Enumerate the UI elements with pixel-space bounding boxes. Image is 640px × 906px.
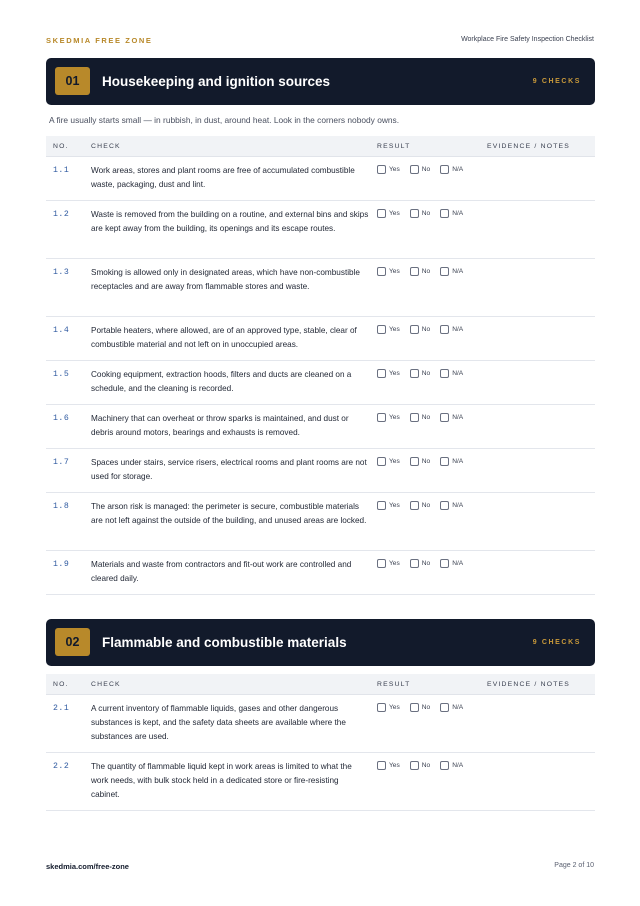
- check-number: 1.1: [53, 166, 70, 175]
- brand-name: SKEDMIA FREE ZONE: [46, 36, 153, 45]
- evidence-notes-field[interactable]: [487, 161, 591, 196]
- checklist-row: [46, 361, 595, 405]
- checkbox-no[interactable]: [410, 559, 419, 568]
- evidence-notes-field[interactable]: [487, 555, 591, 590]
- option-label-yes: Yes: [389, 414, 400, 421]
- option-label-no: No: [421, 560, 431, 567]
- option-label-yes: Yes: [389, 268, 400, 275]
- checkbox-na[interactable]: [440, 165, 449, 174]
- option-label-yes: Yes: [389, 762, 400, 769]
- check-description: Spaces under stairs, service risers, electrical rooms and plant rooms are not used for storage.: [91, 458, 367, 482]
- column-header-no: NO.: [53, 143, 69, 150]
- option-label-na: N/A: [452, 704, 464, 711]
- section-intro: A fire usually starts small — in rubbish, in dust, around heat. Look in the corners nobody owns.: [49, 115, 400, 125]
- checklist-row: [46, 157, 595, 201]
- checklist-row: [46, 449, 595, 493]
- checkbox-na[interactable]: [440, 267, 449, 276]
- option-label-na: N/A: [452, 210, 464, 217]
- checkbox-na[interactable]: [440, 501, 449, 510]
- result-option-na[interactable]: [440, 761, 463, 770]
- option-label-yes: Yes: [389, 704, 400, 711]
- option-label-yes: Yes: [389, 210, 400, 217]
- result-option-no[interactable]: [410, 209, 430, 218]
- checkbox-no[interactable]: [410, 369, 419, 378]
- result-option-yes[interactable]: [377, 501, 400, 510]
- option-label-na: N/A: [452, 762, 464, 769]
- checkbox-na[interactable]: [440, 703, 449, 712]
- evidence-notes-field[interactable]: [487, 365, 591, 400]
- check-number: 1.6: [53, 414, 70, 423]
- result-option-yes[interactable]: [377, 703, 400, 712]
- result-option-na[interactable]: [440, 325, 463, 334]
- checkbox-no[interactable]: [410, 413, 419, 422]
- check-description: Materials and waste from contractors and fit-out work are controlled and cleared daily.: [91, 560, 352, 584]
- result-option-no[interactable]: [410, 325, 430, 334]
- checkbox-na[interactable]: [440, 413, 449, 422]
- result-option-yes[interactable]: [377, 761, 400, 770]
- checklist-row: [46, 405, 595, 449]
- result-option-no[interactable]: [410, 703, 430, 712]
- checkbox-na[interactable]: [440, 457, 449, 466]
- result-option-yes[interactable]: [377, 413, 400, 422]
- column-header-check: CHECK: [91, 143, 121, 150]
- checkbox-yes[interactable]: [377, 457, 386, 466]
- column-header-no: NO.: [53, 681, 69, 688]
- column-header-check: CHECK: [91, 681, 121, 688]
- checkbox-yes[interactable]: [377, 267, 386, 276]
- option-label-no: No: [421, 268, 431, 275]
- option-label-no: No: [421, 370, 431, 377]
- page-header: [46, 36, 594, 48]
- checklist-row: [46, 317, 595, 361]
- section-number: 02: [55, 628, 90, 656]
- result-option-no[interactable]: [410, 267, 430, 276]
- check-description: A current inventory of flammable liquids, gases and other dangerous substances is kept, and the safety data sheets are available where the substances are used.: [91, 704, 346, 742]
- section-title: Flammable and combustible materials: [102, 635, 347, 650]
- result-option-na[interactable]: [440, 501, 463, 510]
- check-number: 1.8: [53, 502, 70, 511]
- result-option-na[interactable]: [440, 559, 463, 568]
- result-option-no[interactable]: [410, 761, 430, 770]
- result-option-na[interactable]: [440, 369, 463, 378]
- column-header-result: RESULT: [377, 681, 411, 688]
- result-options: [377, 559, 473, 568]
- check-description: Machinery that can overheat or throw sparks is maintained, and dust or debris around motors, bearings and exhausts is removed.: [91, 414, 349, 438]
- check-number: 1.5: [53, 370, 70, 379]
- option-label-na: N/A: [452, 458, 464, 465]
- document-title: Workplace Fire Safety Inspection Checklist: [461, 36, 594, 43]
- result-options: [377, 413, 473, 422]
- result-options: [377, 267, 473, 276]
- option-label-no: No: [421, 166, 431, 173]
- option-label-yes: Yes: [389, 560, 400, 567]
- option-label-no: No: [421, 210, 431, 217]
- result-option-yes[interactable]: [377, 457, 400, 466]
- page-number: Page 2 of 10: [554, 862, 594, 869]
- option-label-no: No: [421, 704, 431, 711]
- result-option-yes[interactable]: [377, 325, 400, 334]
- checkbox-no[interactable]: [410, 325, 419, 334]
- option-label-yes: Yes: [389, 502, 400, 509]
- checkbox-no[interactable]: [410, 703, 419, 712]
- table-header: [46, 136, 595, 157]
- result-option-no[interactable]: [410, 501, 430, 510]
- checkbox-no[interactable]: [410, 457, 419, 466]
- option-label-yes: Yes: [389, 326, 400, 333]
- result-options: [377, 369, 473, 378]
- checklist-row: [46, 201, 595, 259]
- result-option-na[interactable]: [440, 457, 463, 466]
- result-options: [377, 761, 473, 770]
- column-header-result: RESULT: [377, 143, 411, 150]
- option-label-na: N/A: [452, 370, 464, 377]
- check-description: Cooking equipment, extraction hoods, filters and ducts are cleaned on a schedule, and the cleaning is recorded.: [91, 370, 352, 394]
- result-option-no[interactable]: [410, 413, 430, 422]
- checkbox-no[interactable]: [410, 501, 419, 510]
- footer-url: skedmia.com/free-zone: [46, 862, 129, 871]
- checkbox-na[interactable]: [440, 761, 449, 770]
- result-option-yes[interactable]: [377, 267, 400, 276]
- result-option-na[interactable]: [440, 165, 463, 174]
- option-label-no: No: [421, 762, 431, 769]
- evidence-notes-field[interactable]: [487, 699, 591, 748]
- checkbox-na[interactable]: [440, 559, 449, 568]
- evidence-notes-field[interactable]: [487, 409, 591, 444]
- result-option-no[interactable]: [410, 369, 430, 378]
- option-label-na: N/A: [452, 560, 464, 567]
- checkbox-yes[interactable]: [377, 559, 386, 568]
- result-options: [377, 325, 473, 334]
- checkbox-yes[interactable]: [377, 761, 386, 770]
- checkbox-yes[interactable]: [377, 369, 386, 378]
- checklist-table-1: [46, 136, 595, 595]
- section-number: 01: [55, 67, 90, 95]
- checklist-row: [46, 493, 595, 551]
- result-option-no[interactable]: [410, 165, 430, 174]
- checkbox-yes[interactable]: [377, 413, 386, 422]
- result-options: [377, 703, 473, 712]
- check-description: Smoking is allowed only in designated areas, which have non-combustible receptacles and are away from flammable stores and waste.: [91, 268, 360, 292]
- result-option-na[interactable]: [440, 413, 463, 422]
- option-label-yes: Yes: [389, 166, 400, 173]
- result-option-yes[interactable]: [377, 559, 400, 568]
- checklist-table-2: [46, 674, 595, 811]
- table-body: [46, 695, 595, 811]
- section-header-2: [46, 619, 595, 666]
- evidence-notes-field[interactable]: [487, 497, 591, 546]
- section-check-count: 9 CHECKS: [532, 639, 581, 646]
- check-number: 2.2: [53, 762, 70, 771]
- checkbox-na[interactable]: [440, 209, 449, 218]
- checkbox-yes[interactable]: [377, 501, 386, 510]
- evidence-notes-field[interactable]: [487, 205, 591, 254]
- evidence-notes-field[interactable]: [487, 453, 591, 488]
- checklist-row: [46, 551, 595, 595]
- result-option-na[interactable]: [440, 703, 463, 712]
- check-description: Portable heaters, where allowed, are of an approved type, stable, clear of combustible material and not left on in unoccupied areas.: [91, 326, 357, 350]
- table-body: [46, 157, 595, 595]
- checkbox-yes[interactable]: [377, 209, 386, 218]
- checkbox-no[interactable]: [410, 209, 419, 218]
- option-label-na: N/A: [452, 268, 464, 275]
- column-header-notes: EVIDENCE / NOTES: [487, 681, 571, 688]
- option-label-no: No: [421, 502, 431, 509]
- check-number: 1.9: [53, 560, 70, 569]
- option-label-no: No: [421, 326, 431, 333]
- result-option-no[interactable]: [410, 457, 430, 466]
- option-label-yes: Yes: [389, 458, 400, 465]
- check-number: 1.7: [53, 458, 70, 467]
- option-label-na: N/A: [452, 502, 464, 509]
- evidence-notes-field[interactable]: [487, 757, 591, 806]
- checkbox-na[interactable]: [440, 369, 449, 378]
- result-options: [377, 165, 473, 174]
- result-options: [377, 501, 473, 510]
- checkbox-no[interactable]: [410, 761, 419, 770]
- evidence-notes-field[interactable]: [487, 263, 591, 312]
- checkbox-yes[interactable]: [377, 325, 386, 334]
- result-option-no[interactable]: [410, 559, 430, 568]
- option-label-no: No: [421, 458, 431, 465]
- checklist-row: [46, 753, 595, 811]
- option-label-na: N/A: [452, 166, 464, 173]
- checkbox-no[interactable]: [410, 165, 419, 174]
- check-description: Work areas, stores and plant rooms are free of accumulated combustible waste, packaging, dust and lint.: [91, 166, 355, 190]
- result-option-na[interactable]: [440, 209, 463, 218]
- check-description: The quantity of flammable liquid kept in work areas is limited to what the work needs, with bulk stock held in a dedicated store or fire-resisting cabinet.: [91, 762, 352, 800]
- checkbox-yes[interactable]: [377, 165, 386, 174]
- section-title: Housekeeping and ignition sources: [102, 74, 331, 89]
- check-number: 2.1: [53, 704, 70, 713]
- evidence-notes-field[interactable]: [487, 321, 591, 356]
- result-option-na[interactable]: [440, 267, 463, 276]
- result-option-yes[interactable]: [377, 209, 400, 218]
- result-option-yes[interactable]: [377, 165, 400, 174]
- result-options: [377, 457, 473, 466]
- check-description: Waste is removed from the building on a routine, and external bins and skips are kept away from the building, its openings and its escape routes.: [91, 210, 369, 234]
- check-number: 1.4: [53, 326, 70, 335]
- checkbox-na[interactable]: [440, 325, 449, 334]
- checkbox-no[interactable]: [410, 267, 419, 276]
- check-description: The arson risk is managed: the perimeter is secure, combustible materials are not left against the outside of the building, and unused areas are locked.: [91, 502, 367, 526]
- checkbox-yes[interactable]: [377, 703, 386, 712]
- page-footer: [46, 862, 594, 874]
- option-label-no: No: [421, 414, 431, 421]
- checklist-row: [46, 695, 595, 753]
- checklist-row: [46, 259, 595, 317]
- result-options: [377, 209, 473, 218]
- check-number: 1.3: [53, 268, 70, 277]
- column-header-notes: EVIDENCE / NOTES: [487, 143, 571, 150]
- option-label-yes: Yes: [389, 370, 400, 377]
- section-header-1: [46, 58, 595, 105]
- table-header: [46, 674, 595, 695]
- result-option-yes[interactable]: [377, 369, 400, 378]
- section-check-count: 9 CHECKS: [532, 78, 581, 85]
- check-number: 1.2: [53, 210, 70, 219]
- option-label-na: N/A: [452, 326, 464, 333]
- option-label-na: N/A: [452, 414, 464, 421]
